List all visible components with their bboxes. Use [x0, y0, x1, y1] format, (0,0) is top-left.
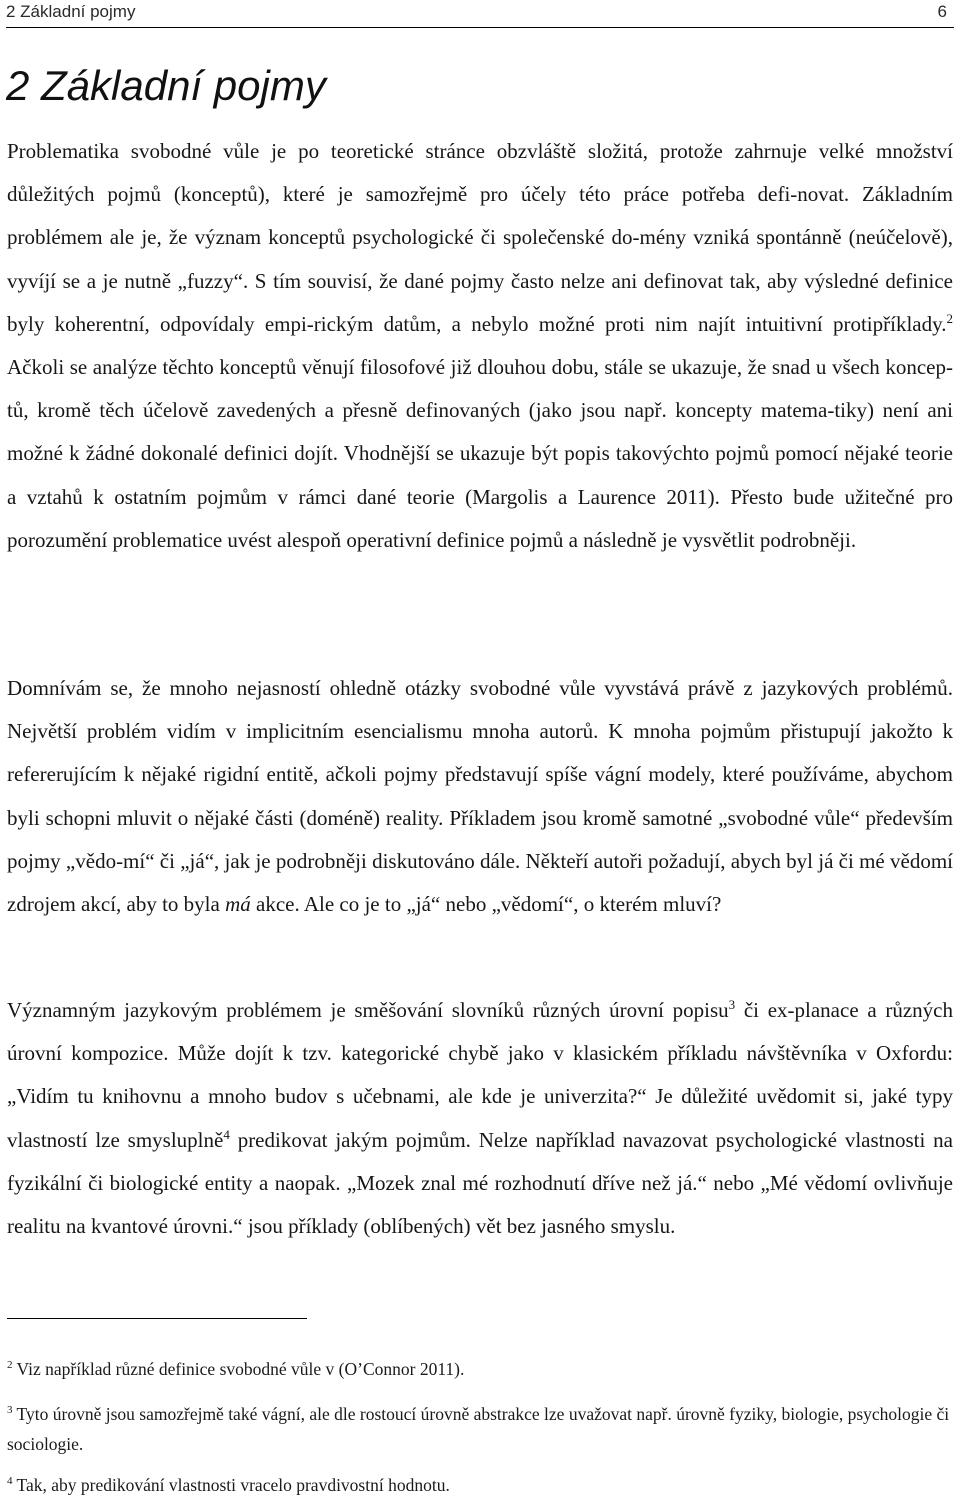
header-rule	[6, 27, 954, 28]
footnote-ref-3[interactable]: 3	[728, 997, 736, 1012]
footnote-ref-2[interactable]: 2	[946, 310, 953, 326]
paragraph-1-text-a: Problematika svobodné vůle je po teoretické stránce obzvláště složitá, protože zahrnuje velké množství důležitých pojmů (konceptů), které je samozřejmě pro účely této práce potřeba defi-novat. Základním problémem ale je, že význam konceptů psychologické či společenské do-mény vzniká spontánně (neúčelově), vyvíjí se a je nutně „fuzzy“. S tím souvisí, že dané pojmy často nelze ani definovat tak, aby výsledné definice byly koherentní, odpovídaly empi-rickým datům, a nebylo možné proti nim najít intuitivní protipříklady.	[7, 139, 953, 336]
footnote-4-text: Tak, aby predikování vlastnosti vracelo pravdivostní hodnotu.	[12, 1475, 450, 1495]
footnote-3-text: Tyto úrovně jsou samozřejmě také vágní, ale dle rostoucí úrovně abstrakce lze uvažovat např. úrovně fyziky, biologie, psychologie či sociologie.	[7, 1404, 950, 1454]
chapter-heading: 2 Základní pojmy	[6, 62, 326, 109]
paragraph-3-text-c: predikovat jakým pojmům. Nelze například navazovat psychologické vlastnosti na fyzikální či biologické entity a naopak. „Mozek znal mé rozhodnutí dříve než já.“ nebo „Mé vědomí ovlivňuje realitu na kvantové úrovni.“ jsou příklady (oblíbených) vět bez jasného smyslu.	[7, 1127, 953, 1239]
footnote-2-text: Viz například různé definice svobodné vůle v (O’Connor 2011).	[12, 1359, 465, 1379]
page-number: 6	[937, 2, 947, 21]
paragraph-3	[7, 989, 953, 1248]
paragraph-1-text-b: Ačkoli se analýze těchto konceptů věnují filosofové již dlouhou dobu, stále se ukazuje, že snad u všech koncep-tů, kromě těch účelově zavedených a přesně definovaných (jako jsou např. koncepty matema-tiky) není ani možné k žádné dokonalé definici dojít. Vhodnější se ukazuje být popis takovýchto pojmů pomocí nějaké teorie a vztahů k ostatním pojmům v rámci dané teorie (Margolis a Laurence 2011). Přesto bude užitečné pro porozumění problematice uvést alespoň operativní definice pojmů a následně je vysvětlit podrobněji.	[7, 355, 953, 552]
footnote-2-number: 2	[7, 1359, 13, 1372]
footnote-ref-4[interactable]: 4	[223, 1126, 230, 1142]
paragraph-2	[7, 667, 953, 926]
footnote-2	[7, 1354, 953, 1384]
running-header-title: 2 Základní pojmy	[6, 2, 136, 21]
footnote-4	[7, 1470, 953, 1500]
footnote-4-number: 4	[7, 1475, 13, 1488]
paragraph-2-emphasis: má	[225, 892, 251, 917]
footnote-3	[7, 1399, 953, 1459]
footnote-3-number: 3	[7, 1404, 13, 1417]
running-header	[6, 2, 954, 26]
footnote-separator	[7, 1318, 307, 1319]
paragraph-2-text-a: Domnívám se, že mnoho nejasností ohledně otázky svobodné vůle vyvstává právě z jazykových problémů. Největší problém vidím v implicitním esencialismu mnoha autorů. K mnoha pojmům přistupují jakožto k refererujícím k nějaké rigidní entitě, ačkoli pojmy představují spíše vágní modely, které používáme, abychom byli schopni mluvit o nějaké části (doméně) reality. Příkladem jsou kromě samotné „svobodné vůle“ především pojmy „vědo-mí“ či „já“, jak je podrobněji diskutováno dále. Někteří autoři požadují, abych byl já či mé vědomí zdrojem akcí, aby to byla	[7, 676, 953, 917]
paragraph-3-text-b: či ex-planace a různých úrovní kompozice. Může dojít k tzv. kategorické chybě jako v klasickém příkladu návštěvníka v Oxfordu: „Vidím tu knihovnu a mnoho budov s učebnami, ale kde je univerzita?“ Je důležité uvědomit si, jaké typy vlastností lze smysluplně	[7, 998, 954, 1152]
paragraph-3-text-a: Významným jazykovým problémem je směšování slovníků různých úrovní popisu	[7, 998, 729, 1022]
paragraph-2-text-b: akce. Ale co je to „já“ nebo „vědomí“, o kterém mluví?	[250, 892, 722, 917]
paragraph-1	[7, 130, 953, 562]
